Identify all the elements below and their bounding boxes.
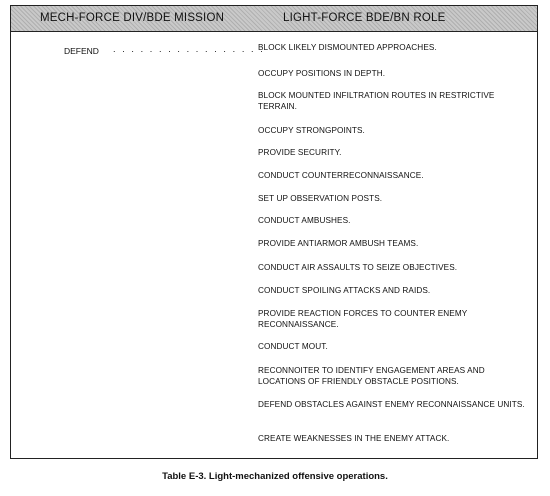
role-item: OCCUPY STRONGPOINTS. [258, 126, 365, 135]
role-item: CONDUCT AIR ASSAULTS TO SEIZE OBJECTIVES. [258, 263, 458, 272]
role-item: CONDUCT SPOILING ATTACKS AND RAIDS. [258, 286, 431, 295]
role-item: SET UP OBSERVATION POSTS. [258, 194, 383, 203]
header-mech-force-mission: MECH-FORCE DIV/BDE MISSION [40, 12, 225, 24]
role-item: CONDUCT MOUT. [258, 342, 328, 351]
role-item: PROVIDE ANTIARMOR AMBUSH TEAMS. [258, 239, 419, 248]
role-item: BLOCK LIKELY DISMOUNTED APPROACHES. [258, 43, 437, 52]
role-item: RECONNOITER TO IDENTIFY ENGAGEMENT AREAS AND LOCATIONS OF FRIENDLY OBSTACLE POSITIONS. [258, 366, 485, 386]
role-item: CONDUCT COUNTERRECONNAISSANCE. [258, 171, 424, 180]
role-item: PROVIDE SECURITY. [258, 148, 342, 157]
table-header [11, 6, 537, 32]
role-item: BLOCK MOUNTED INFILTRATION ROUTES IN RESTRICTIVE TERRAIN. [258, 91, 495, 111]
mission-role-table [10, 5, 538, 459]
mission-defend: DEFEND [64, 46, 99, 56]
role-item: DEFEND OBSTACLES AGAINST ENEMY RECONNAISSANCE UNITS. [258, 400, 525, 409]
role-item: PROVIDE REACTION FORCES TO COUNTER ENEMY RECONNAISSANCE. [258, 309, 468, 329]
leader-dots: . . . . . . . . . . . . . . . . . [113, 44, 265, 54]
role-item: CREATE WEAKNESSES IN THE ENEMY ATTACK. [258, 434, 450, 443]
role-item: CONDUCT AMBUSHES. [258, 216, 351, 225]
role-item: OCCUPY POSITIONS IN DEPTH. [258, 69, 386, 78]
table-caption: Table E-3. Light-mechanized offensive operations. [162, 471, 388, 482]
header-light-force-role: LIGHT-FORCE BDE/BN ROLE [283, 12, 446, 24]
